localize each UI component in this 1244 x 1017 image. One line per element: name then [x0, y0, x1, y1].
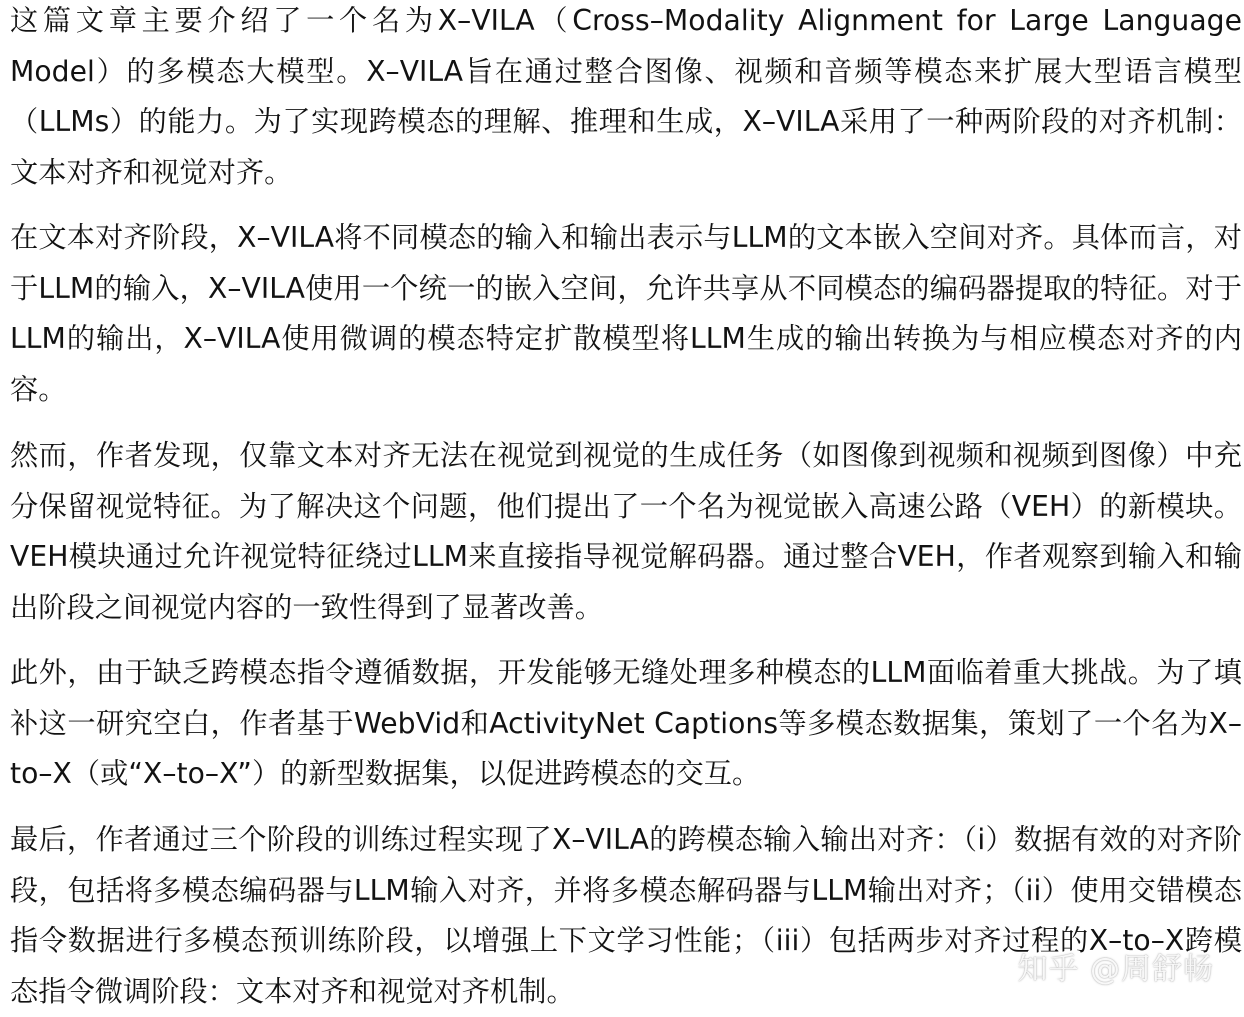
- paragraph-intro: 这篇文章主要介绍了一个名为X–VILA（Cross–Modality Alignment for Large Language Model）的多模态大模型。X–VILA旨在通过整合图像、视频和音频等模态来扩展大型语言模型（LLMs）的能力。为了实现跨模态的理解、推理和生成，X–VILA采用了一种两阶段的对齐机制：文本对齐和视觉对齐。: [10, 4, 1242, 189]
- paragraph-training-stages: 最后，作者通过三个阶段的训练过程实现了X–VILA的跨模态输入输出对齐：（i）数据有效的对齐阶段，包括将多模态编码器与LLM输入对齐，并将多模态解码器与LLM输出对齐；（ii）使用交错模态指令数据进行多模态预训练阶段，以增强上下文学习性能；（iii）包括两步对齐过程的X–to–X跨模态指令微调阶段：文本对齐和视觉对齐机制。: [10, 823, 1242, 1008]
- zhihu-watermark: 知乎 @周舒畅: [1017, 952, 1214, 987]
- paragraph-text-alignment: 在文本对齐阶段，X–VILA将不同模态的输入和输出表示与LLM的文本嵌入空间对齐。具体而言，对于LLM的输入，X–VILA使用一个统一的嵌入空间，允许共享从不同模态的编码器提取的特征。对于LLM的输出，X–VILA使用微调的模态特定扩散模型将LLM生成的输出转换为与相应模态对齐的内容。: [10, 221, 1242, 406]
- paragraph-dataset: 此外，由于缺乏跨模态指令遵循数据，开发能够无缝处理多种模态的LLM面临着重大挑战。为了填补这一研究空白，作者基于WebVid和ActivityNet Captions等多模态数据集，策划了一个名为X–to–X（或“X–to–X”）的新型数据集，以促进跨模态的交互。: [10, 656, 1242, 791]
- paragraph-visual-highway: 然而，作者发现，仅靠文本对齐无法在视觉到视觉的生成任务（如图像到视频和视频到图像）中充分保留视觉特征。为了解决这个问题，他们提出了一个名为视觉嵌入高速公路（VEH）的新模块。VEH模块通过允许视觉特征绕过LLM来直接指导视觉解码器。通过整合VEH，作者观察到输入和输出阶段之间视觉内容的一致性得到了显著改善。: [10, 439, 1242, 624]
